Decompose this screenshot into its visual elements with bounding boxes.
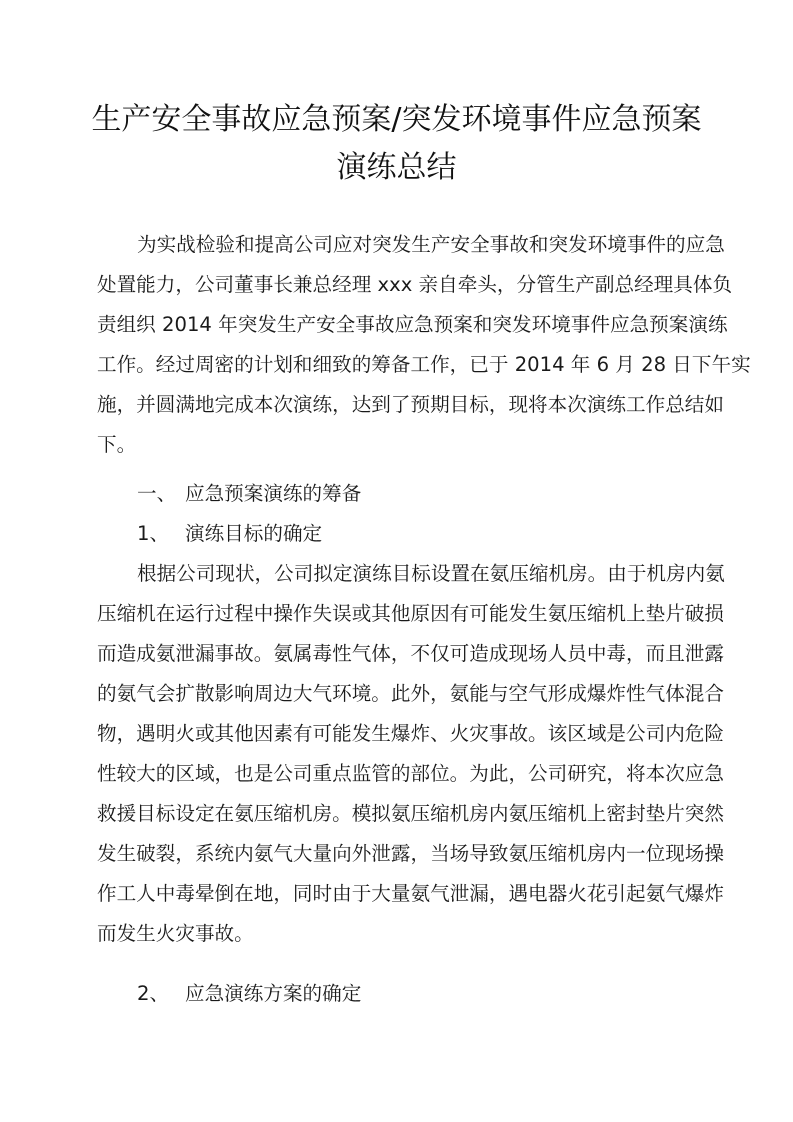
paragraph-line: 而发生火灾事故。 [97,922,254,945]
paragraph-line: 物，遇明火或其他因素有可能发生爆炸、火灾事故。该区域是公司内危险 [97,722,724,745]
paragraph-line: 处置能力，公司董事长兼总经理 xxx 亲自牵头，分管生产副总经理具体负 [97,273,733,296]
title-line-1: 生产安全事故应急预案/突发环境事件应急预案 [91,102,702,137]
paragraph-line: 救援目标设定在氨压缩机房。模拟氨压缩机房内氨压缩机上密封垫片突然 [97,802,724,825]
subsection-number: 2、 [137,982,170,1005]
paragraph-line: 作工人中毒晕倒在地，同时由于大量氨气泄漏，遇电器火花引起氨气爆炸 [97,882,724,905]
paragraph-line: 工作。经过周密的计划和细致的筹备工作，已于 2014 年 6 月 28 日下午实 [97,353,751,376]
paragraph-line: 施，并圆满地完成本次演练，达到了预期目标，现将本次演练工作总结如 [97,393,724,416]
paragraph-line: 的氨气会扩散影响周边大气环境。此外，氨能与空气形成爆炸性气体混合 [97,682,724,705]
paragraph-line: 下。 [97,433,137,456]
section-number: 一、 [137,482,177,505]
paragraph-line: 压缩机在运行过程中操作失误或其他原因有可能发生氨压缩机上垫片破损 [97,602,724,625]
paragraph-line: 为实战检验和提高公司应对突发生产安全事故和突发环境事件的应急 [137,233,725,256]
document-title [60,96,733,192]
paragraph-line: 根据公司现状，公司拟定演练目标设置在氨压缩机房。由于机房内氨 [137,562,725,585]
subsection-title: 演练目标的确定 [185,522,323,545]
paragraph-line: 性较大的区域，也是公司重点监管的部位。为此，公司研究，将本次应急 [97,762,724,785]
subsection-number: 1、 [137,522,170,545]
subsection-title: 应急演练方案的确定 [185,982,362,1005]
title-line-2: 演练总结 [336,150,457,185]
paragraph-line: 发生破裂，系统内氨气大量向外泄露，当场导致氨压缩机房内一位现场操 [97,842,724,865]
paragraph-line: 而造成氨泄漏事故。氨属毒性气体，不仅可造成现场人员中毒，而且泄露 [97,642,724,665]
section-title: 应急预案演练的筹备 [185,482,362,505]
paragraph-line: 责组织 2014 年突发生产安全事故应急预案和突发环境事件应急预案演练 [97,313,728,336]
